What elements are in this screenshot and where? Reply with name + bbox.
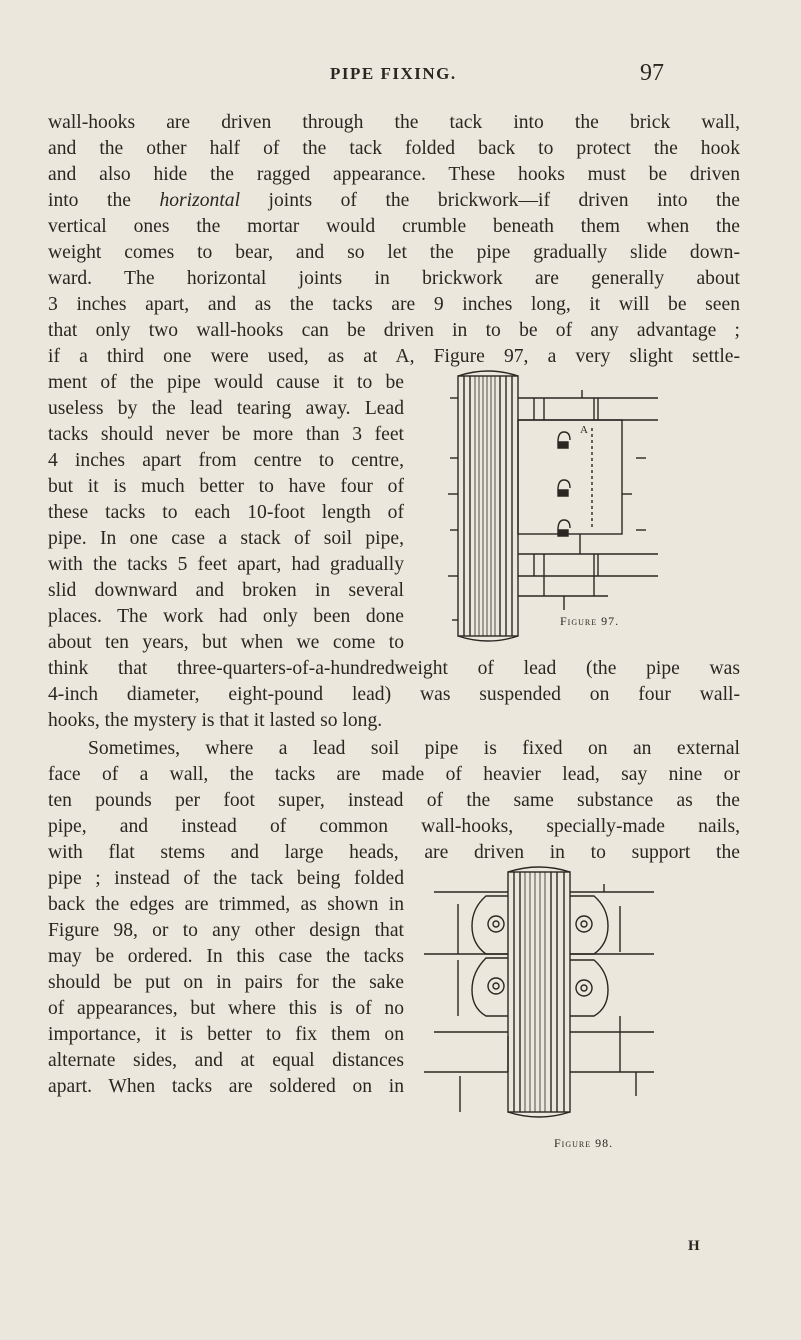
emphasis-horizontal: horizontal [159,190,241,211]
pipe-section [458,376,518,636]
text-line: about ten years, but when we come to [48,632,404,653]
text-line: alternate sides, and at equal distances [48,1050,404,1071]
running-head: PIPE FIXING. [330,64,457,83]
text-line: that only two wall-hooks can be driven in to be of any advantage ; [48,320,740,341]
text-line: wall-hooks are driven through the tack into the brick wall, [48,112,740,133]
text-line: useless by the lead tearing away. Lead [48,398,404,419]
text-line: but it is much better to have four of [48,476,404,497]
figure-97-label-a: A [580,424,588,436]
text-line: and also hide the ragged appearance. These hooks must be driven [48,164,740,185]
text-line: with the tacks 5 feet apart, had gradually [48,554,404,575]
text-line: hooks, the mystery is that it lasted so long. [48,710,383,731]
page-header [0,60,801,94]
text-line [48,188,740,214]
text-line: ment of the pipe would cause it to be [48,372,404,393]
text-line: face of a wall, the tacks are made of heavier lead, say nine or [48,764,740,785]
figure-98-caption: Figure 98. [554,1136,614,1150]
figure-97-illustration [448,370,668,640]
text-line: these tacks to each 10-foot length of [48,502,404,523]
text-line: back the edges are trimmed, as shown in [48,894,404,915]
text-line: vertical ones the mortar would crumble beneath them when the [48,216,740,237]
figure-98-illustration [424,866,664,1136]
text-line: with flat stems and large heads, are driven in to support the [48,842,740,863]
text-line: Sometimes, where a lead soil pipe is fixed on an external [88,738,740,759]
text-line: and the other half of the tack folded back to protect the hook [48,138,740,159]
wall-hook-icon [558,432,570,448]
text-line: of appearances, but where this is of no [48,998,404,1019]
text-line: pipe ; instead of the tack being folded [48,868,404,889]
figure-97-caption: Figure 97. [560,614,620,628]
text-line: slid downward and broken in several [48,580,404,601]
text-line: should be put on in pairs for the sake [48,972,404,993]
text-line: pipe, and instead of common wall-hooks, specially-made nails, [48,816,740,837]
page-number: 97 [640,60,664,86]
pipe-section [508,872,570,1112]
text-line: may be ordered. In this case the tacks [48,946,404,967]
signature-mark: H [688,1238,700,1254]
text-line: pipe. In one case a stack of soil pipe, [48,528,404,549]
wall-hook-icon [558,480,570,496]
text-line: ten pounds per foot super, instead of the same substance as the [48,790,740,811]
text-line: 3 inches apart, and as the tacks are 9 inches long, it will be seen [48,294,740,315]
text-line: apart. When tacks are soldered on in [48,1076,404,1097]
text-span: joints of the brickwork—if driven into the [240,190,740,211]
text-line: think that three-quarters-of-a-hundredweight of lead (the pipe was [48,658,740,679]
text-line: places. The work had only been done [48,606,404,627]
text-line: 4 inches apart from centre to centre, [48,450,404,471]
text-line: ward. The horizontal joints in brickwork are generally about [48,268,740,289]
text-line: Figure 98, or to any other design that [48,920,404,941]
text-line: tacks should never be more than 3 feet [48,424,404,445]
text-span: into the [48,190,160,211]
text-line: importance, it is better to fix them on [48,1024,404,1045]
text-line: 4-inch diameter, eight-pound lead) was suspended on four wall- [48,684,740,705]
wall-hook-icon [558,520,570,536]
text-line: if a third one were used, as at A, Figure 97, a very slight settle- [48,346,740,367]
text-line: weight comes to bear, and so let the pipe gradually slide down- [48,242,740,263]
